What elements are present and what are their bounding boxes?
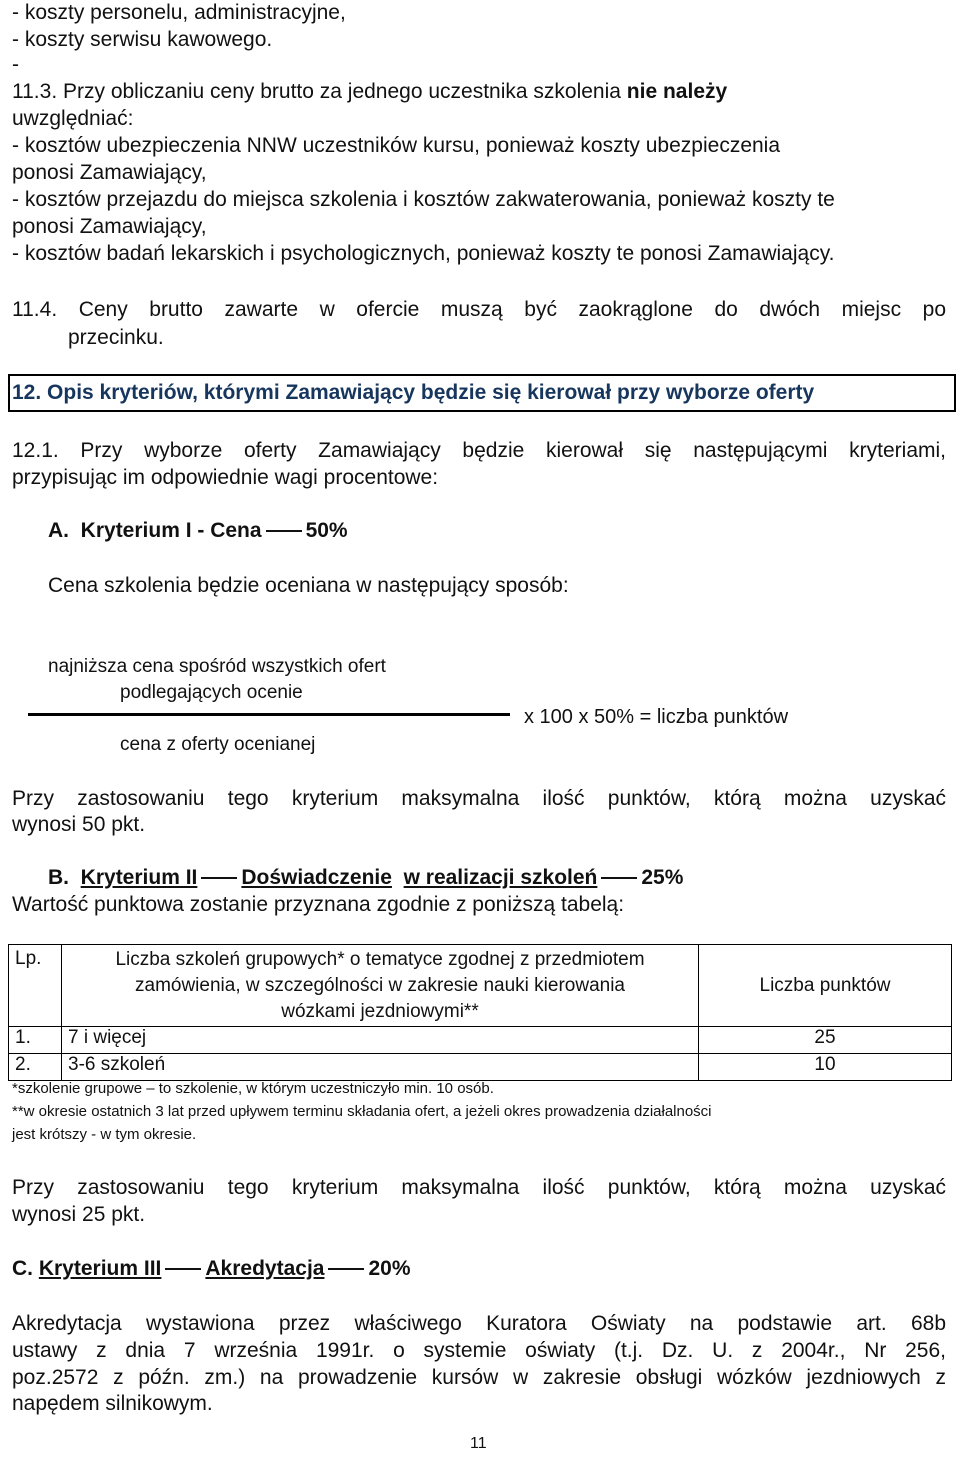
criterion-c-title [12,1256,411,1282]
table-header-count [62,945,699,1027]
criterion-a-max-line2: wynosi 50 pkt. [12,813,146,836]
fraction-line [28,713,510,716]
dash-icon [165,1268,201,1270]
formula-rhs: x 100 x 50% = liczba punktów [524,706,789,728]
paragraph-11-3-text: 11.3. Przy obliczaniu ceny brutto za jednego uczestnika szkolenia [12,80,627,103]
paragraph-11-4: 11.4. Ceny brutto zawarte w ofercie muszą być zaokrąglone do dwóch miejsc po [12,298,946,321]
criterion-b-percent: 25% [641,866,684,889]
formula-numerator-1: najniższa cena spośród wszystkich ofert [48,656,386,677]
list-item: - [12,53,19,76]
section-12-heading: 12. Opis kryteriów, którymi Zamawiający będzie się kierował przy wyborze oferty [12,381,815,404]
exclusion-item: ponosi Zamawiający, [12,161,207,184]
paragraph-12-1-line2: przypisując im odpowiednie wagi procentowe: [12,466,439,489]
criterion-a-max: Przy zastosowaniu tego kryterium maksymalna ilość punktów, którą można uzyskać [12,787,946,810]
table-header-lp: Lp. [9,945,62,1027]
table-header-points: Liczba punktów [699,945,952,1027]
criterion-b-letter: B. [48,866,69,889]
criterion-b-max-line2: wynosi 25 pkt. [12,1203,146,1226]
table-cell-lp: 2. [9,1054,62,1081]
criterion-c-body-last: napędem silnikowym. [12,1392,213,1415]
criterion-b-name: Kryterium II [80,866,198,889]
points-table [8,944,952,1081]
criterion-c-letter: C. [12,1257,33,1280]
exclusion-item: - kosztów przejazdu do miejsca szkolenia i kosztów zakwaterowania, ponieważ koszty te [12,188,835,211]
dash-icon [266,530,302,532]
paragraph-11-4-line2: przecinku. [68,326,164,349]
table-cell-points: 10 [699,1054,952,1081]
criterion-c-body: poz.2572 z późn. zm.) na prowadzenie kursów w zakresie obsługi wózków jezdniowych z [12,1366,946,1389]
exclusion-item: ponosi Zamawiający, [12,215,207,238]
footnote-1: *szkolenie grupowe – to szkolenie, w którym uczestniczyło min. 10 osób. [12,1080,494,1097]
table-header-line: zamówienia, w szczególności w zakresie nauki kierowania [135,975,625,996]
table-header-row [9,945,952,1027]
criterion-a-title [48,518,348,544]
formula-denominator: cena z oferty ocenianej [120,734,316,755]
table-header-line: Liczba szkoleń grupowych* o tematyce zgodnej z przedmiotem [115,949,645,970]
table-row [9,1027,952,1054]
criterion-c-subject: Akredytacja [205,1257,325,1280]
criterion-c-name: Kryterium III [38,1257,162,1280]
table-cell-count: 7 i więcej [62,1027,699,1054]
criterion-b-title [48,865,683,891]
paragraph-11-3 [12,79,727,105]
table-header-line: wózkami jezdniowymi** [281,1001,479,1022]
dash-icon [328,1268,364,1270]
criterion-a-intro: Cena szkolenia będzie oceniana w następujący sposób: [48,574,569,597]
dash-icon [601,877,637,879]
page-number: 11 [470,1435,487,1452]
table-cell-points: 25 [699,1027,952,1054]
paragraph-11-3-line2: uwzględniać: [12,107,134,130]
list-item: - koszty personelu, administracyjne, [12,1,346,24]
criterion-a-name: Kryterium I - Cena [80,519,262,542]
criterion-a-letter: A. [48,519,69,542]
formula-numerator-2: podlegających ocenie [120,682,303,703]
footnote-2: **w okresie ostatnich 3 lat przed upływem terminu składania ofert, a jeżeli okres prowadzenia działalności [12,1103,712,1120]
dash-icon [201,877,237,879]
criterion-a-percent: 50% [305,519,348,542]
exclusion-item: - kosztów badań lekarskich i psychologicznych, ponieważ koszty te ponosi Zamawiający. [12,242,835,265]
criterion-b-intro: Wartość punktowa zostanie przyznana zgodnie z poniższą tabelą: [12,893,625,916]
exclusion-item: - kosztów ubezpieczenia NNW uczestników kursu, ponieważ koszty ubezpieczenia [12,134,781,157]
table-cell-count: 3-6 szkoleń [62,1054,699,1081]
emphasis-nie-nalezy: nie należy [626,80,728,103]
table-cell-lp: 1. [9,1027,62,1054]
criterion-b-scope: w realizacji szkoleń [403,866,598,889]
list-item: - koszty serwisu kawowego. [12,28,273,51]
paragraph-12-1: 12.1. Przy wyborze oferty Zamawiający będzie kierował się następującymi kryteriami, [12,439,946,462]
criterion-c-body: ustawy z dnia 7 września 1991r. o systemie oświaty (t.j. Dz. U. z 2004r., Nr 256, [12,1339,946,1362]
table-row [9,1054,952,1081]
footnote-2-cont: jest krótszy - w tym okresie. [12,1126,197,1143]
criterion-b-max: Przy zastosowaniu tego kryterium maksymalna ilość punktów, którą można uzyskać [12,1176,946,1199]
criterion-c-body: Akredytacja wystawiona przez właściwego Kuratora Oświaty na podstawie art. 68b [12,1312,946,1335]
criterion-c-percent: 20% [368,1257,411,1280]
criterion-b-subject: Doświadczenie [241,866,392,889]
